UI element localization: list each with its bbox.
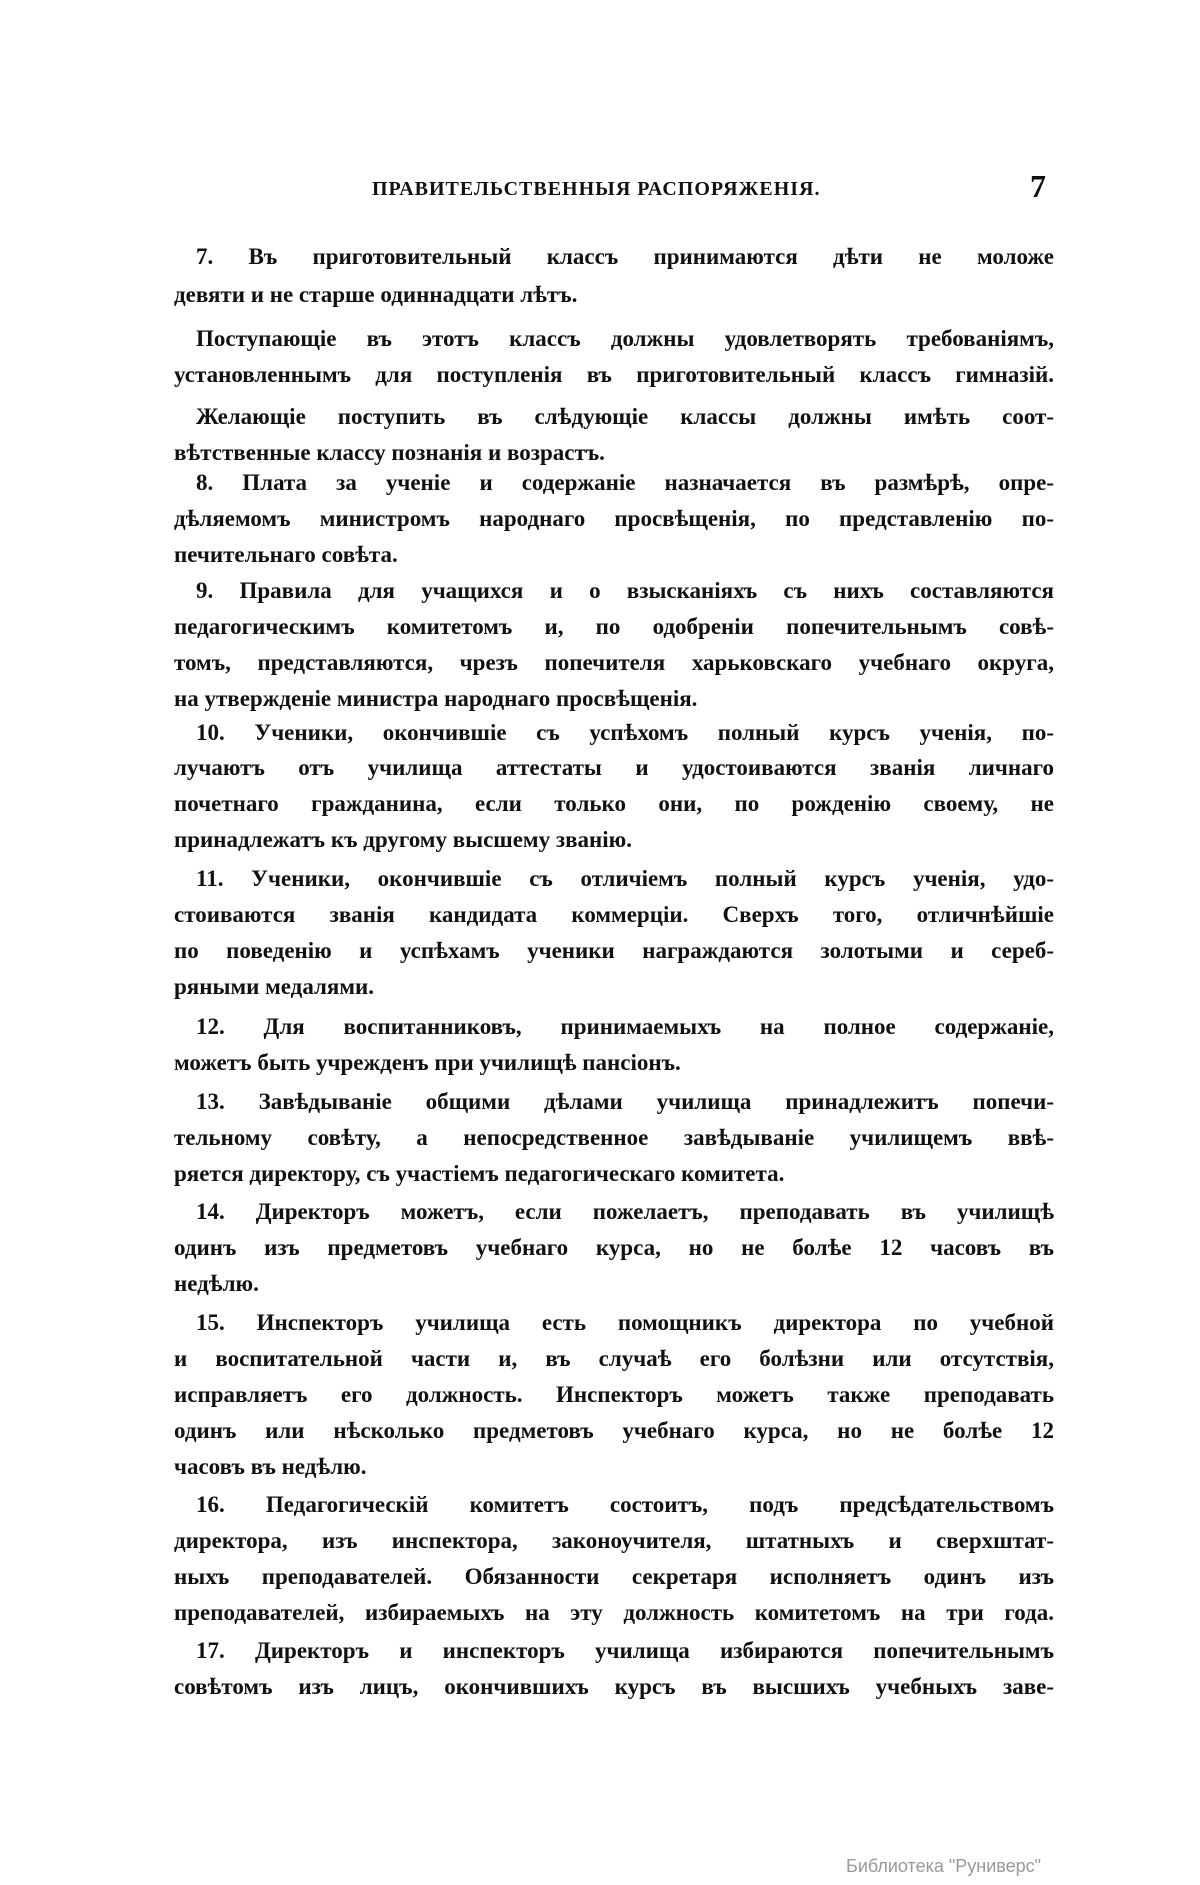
page-number: 7 bbox=[1030, 168, 1046, 204]
text-line: тельному совѣту, а непосредственное завѣдываніе училищемъ ввѣ- bbox=[174, 1124, 1054, 1150]
text-line: томъ, представляются, чрезъ попечителя харьковскаго учебнаго округа, bbox=[174, 649, 1054, 675]
text-line: можетъ быть учрежденъ при училищѣ пансіонъ. bbox=[174, 1050, 681, 1076]
text-line: 13. Завѣдываніе общими дѣлами училища принадлежитъ попечи- bbox=[196, 1088, 1054, 1114]
text-line: одинъ изъ предметовъ учебнаго курса, но не болѣе 12 часовъ въ bbox=[174, 1235, 1054, 1261]
text-line: директора, изъ инспектора, законоучителя, штатныхъ и сверхштат- bbox=[174, 1528, 1054, 1553]
text-line: Поступающіе въ этотъ классъ должны удовлетворять требованіямъ, bbox=[196, 325, 1054, 351]
text-line: 10. Ученики, окончившіе съ успѣхомъ полный курсъ ученія, по- bbox=[196, 720, 1054, 746]
text-line: ныхъ преподавателей. Обязанности секретаря исполняетъ одинъ изъ bbox=[174, 1564, 1054, 1589]
text-line: на утвержденіе министра народнаго просвѣщенія. bbox=[174, 685, 698, 711]
text-line: девяти и не старше одиннадцати лѣтъ. bbox=[174, 282, 578, 308]
text-line: часовъ въ недѣлю. bbox=[174, 1453, 367, 1479]
text-line: 7. Въ приготовительный классъ принимаются дѣти не моложе bbox=[196, 244, 1054, 269]
text-line: стоиваются званія кандидата коммерціи. Сверхъ того, отличнѣйшіе bbox=[174, 901, 1054, 927]
text-line: 9. Правила для учащихся и о взысканіяхъ съ нихъ составляются bbox=[196, 577, 1054, 603]
text-line: исправляетъ его должность. Инспекторъ можетъ также преподавать bbox=[174, 1381, 1054, 1407]
watermark: Библиотека "Руниверс" bbox=[846, 1856, 1042, 1876]
text-line: недѣлю. bbox=[174, 1271, 259, 1297]
text-line: 12. Для воспитанниковъ, принимаемыхъ на полное содержаніе, bbox=[196, 1014, 1054, 1040]
text-line: печительнаго совѣта. bbox=[174, 541, 398, 567]
text-line: совѣтомъ изъ лицъ, окончившихъ курсъ въ высшихъ учебныхъ заве- bbox=[174, 1674, 1054, 1700]
text-line: по поведенію и успѣхамъ ученики награждаются золотыми и сереб- bbox=[174, 937, 1054, 963]
text-line: 8. Плата за ученіе и содержаніе назначается въ размѣрѣ, опре- bbox=[196, 469, 1054, 495]
text-line: 11. Ученики, окончившіе съ отличіемъ полный курсъ ученія, удо- bbox=[196, 865, 1054, 891]
text-line: 14. Директоръ можетъ, если пожелаетъ, преподавать въ училищѣ bbox=[196, 1199, 1054, 1225]
text-line: преподавателей, избираемыхъ на эту должность комитетомъ на три года. bbox=[174, 1600, 1054, 1625]
text-line: и воспитательной части и, въ случаѣ его болѣзни или отсутствія, bbox=[174, 1345, 1054, 1371]
text-line: 16. Педагогическій комитетъ состоитъ, подъ предсѣдательствомъ bbox=[196, 1492, 1054, 1517]
text-line: ряными медалями. bbox=[174, 973, 375, 999]
text-line: 15. Инспекторъ училища есть помощникъ директора по учебной bbox=[196, 1309, 1054, 1335]
text-line: педагогическимъ комитетомъ и, по одобреніи попечительнымъ совѣ- bbox=[174, 613, 1054, 639]
text-line: установленнымъ для поступленія въ приготовительный классъ гимназій. bbox=[174, 361, 1054, 387]
text-line: одинъ или нѣсколько предметовъ учебнаго курса, но не болѣе 12 bbox=[174, 1417, 1054, 1443]
text-line: дѣляемомъ министромъ народнаго просвѣщенія, по представленію по- bbox=[174, 505, 1054, 531]
text-line: вѣтственные классу познанія и возрастъ. bbox=[174, 439, 605, 465]
text-line: 17. Директоръ и инспекторъ училища избираются попечительнымъ bbox=[196, 1638, 1054, 1664]
running-header: ПРАВИТЕЛЬСТВЕННЫЯ РАСПОРЯЖЕНІЯ. bbox=[372, 178, 821, 200]
text-line: ряется директору, съ участіемъ педагогическаго комитета. bbox=[174, 1160, 785, 1186]
text-line: принадлежатъ къ другому высшему званію. bbox=[174, 827, 632, 853]
text-line: Желающіе поступить въ слѣдующіе классы должны имѣть соот- bbox=[196, 403, 1054, 429]
text-line: лучаютъ отъ училища аттестаты и удостоиваются званія личнаго bbox=[174, 755, 1054, 781]
text-line: почетнаго гражданина, если только они, по рожденію своему, не bbox=[174, 791, 1054, 817]
